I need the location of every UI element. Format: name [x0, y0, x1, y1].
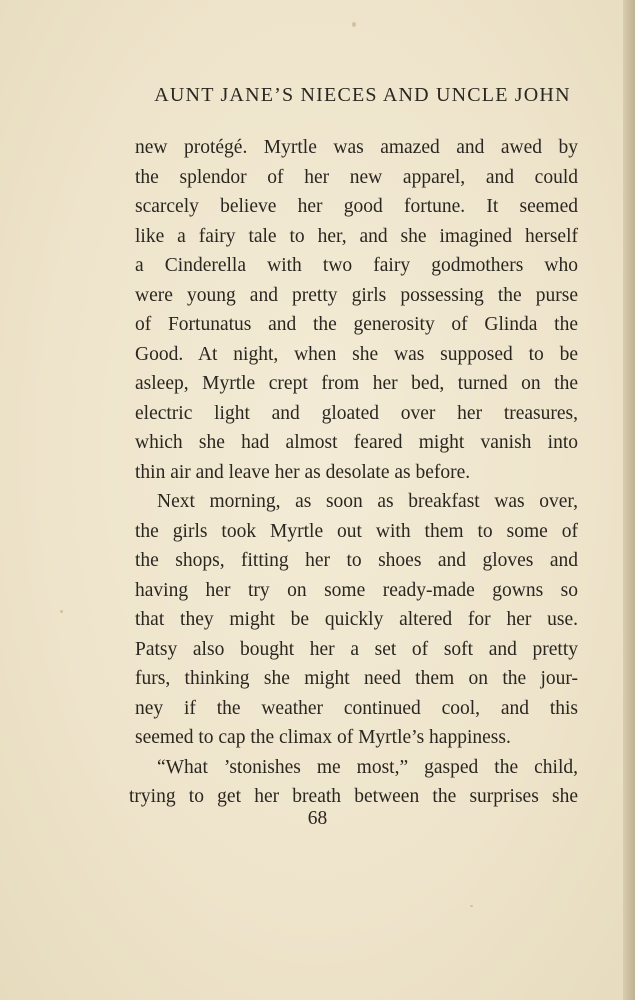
text-line: like a fairy tale to her, and she imagined herself: [135, 225, 578, 247]
text-line: of Fortunatus and the generosity of Glinda the: [135, 314, 578, 335]
paper-speck: [470, 905, 473, 907]
text-line: which she had almost feared might vanish into: [135, 432, 578, 453]
text-line: trying to get her breath between the surprises she: [129, 786, 578, 807]
text-line: the splendor of her new apparel, and could: [135, 166, 578, 188]
text-line: a Cinderella with two fairy godmothers who: [135, 255, 578, 276]
page-edge: [623, 0, 635, 1000]
text-line: seemed to cap the climax of Myrtle’s happiness.: [135, 727, 511, 748]
text-line: Next morning, as soon as breakfast was over,: [157, 491, 578, 512]
text-line: Patsy also bought her a set of soft and pretty: [135, 638, 578, 660]
paper-speck: [352, 22, 356, 27]
text-line: scarcely believe her good fortune. It seemed: [135, 196, 578, 217]
page-number: 68: [307, 808, 328, 829]
text-line: furs, thinking she might need them on the jour-: [135, 668, 578, 689]
text-line: “What ’stonishes me most,” gasped the child,: [157, 756, 578, 778]
text-line: were young and pretty girls possessing the purse: [135, 284, 578, 306]
text-line: that they might be quickly altered for her use.: [135, 609, 578, 630]
text-line: thin air and leave her as desolate as before.: [135, 461, 471, 483]
text-line: the shops, fitting her to shoes and gloves and: [135, 550, 578, 571]
text-line: the girls took Myrtle out with them to some of: [135, 520, 578, 542]
text-line: ney if the weather continued cool, and this: [135, 697, 578, 719]
body-text: [129, 133, 578, 812]
text-line: Good. At night, when she was supposed to be: [135, 343, 578, 365]
text-line: asleep, Myrtle crept from her bed, turned on the: [135, 373, 578, 394]
text-line: electric light and gloated over her treasures,: [135, 402, 578, 424]
text-line: new protégé. Myrtle was amazed and awed by: [135, 137, 578, 158]
text-line: having her try on some ready-made gowns so: [135, 579, 578, 601]
running-header: AUNT JANE’S NIECES AND UNCLE JOHN: [154, 84, 571, 106]
paper-speck: [60, 610, 63, 613]
